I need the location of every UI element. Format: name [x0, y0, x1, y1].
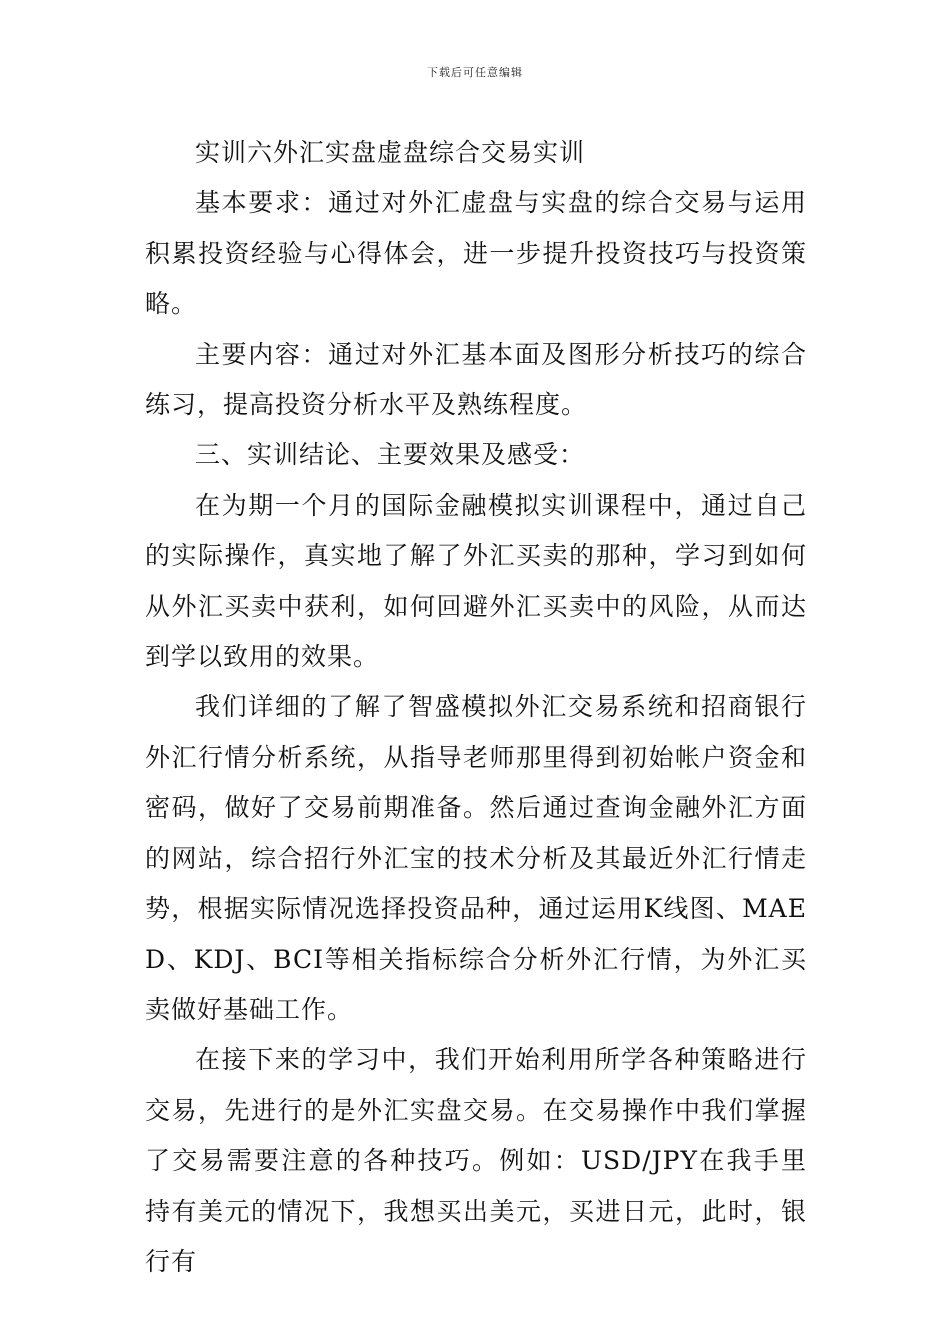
basic-requirements-paragraph: 基本要求：通过对外汇虚盘与实盘的综合交易与运用积累投资经验与心得体会，进一步提升投资技巧与投资策略。: [145, 188, 807, 319]
page-header-note: 下载后可任意编辑: [427, 66, 523, 79]
body-paragraph: 在为期一个月的国际金融模拟实训课程中，通过自己的实际操作，真实地了解了外汇买卖的那种，学习到如何从外汇买卖中获利，如何回避外汇买卖中的风险，从而达到学以致用的效果。: [145, 490, 807, 672]
body-paragraph: 我们详细的了解了智盛模拟外汇交易系统和招商银行外汇行情分析系统，从指导老师那里得到初始帐户资金和密码，做好了交易前期准备。然后通过查询金融外汇方面的网站，综合招行外汇宝的技术分析及其最近外汇行情走势，根据实际情况选择投资品种，通过运用K线图、MAED、KDJ、BCI等相关指标综合分析外汇行情，为外汇买卖做好基础工作。: [145, 692, 807, 1024]
document-title: 实训六外汇实盘虚盘综合交易实训: [195, 138, 586, 167]
section-heading-conclusions: 三、实训结论、主要效果及感受：: [195, 440, 586, 470]
main-content-paragraph: 主要内容：通过对外汇基本面及图形分析技巧的综合练习，提高投资分析水平及熟练程度。: [145, 339, 807, 420]
document-body: [145, 128, 807, 1287]
body-paragraph: 在接下来的学习中，我们开始利用所学各种策略进行交易，先进行的是外汇实盘交易。在交易操作中我们掌握了交易需要注意的各种技巧。例如：USD/JPY在我手里持有美元的情况下，我想买出美元，买进日元，此时，银行有: [145, 1045, 807, 1276]
